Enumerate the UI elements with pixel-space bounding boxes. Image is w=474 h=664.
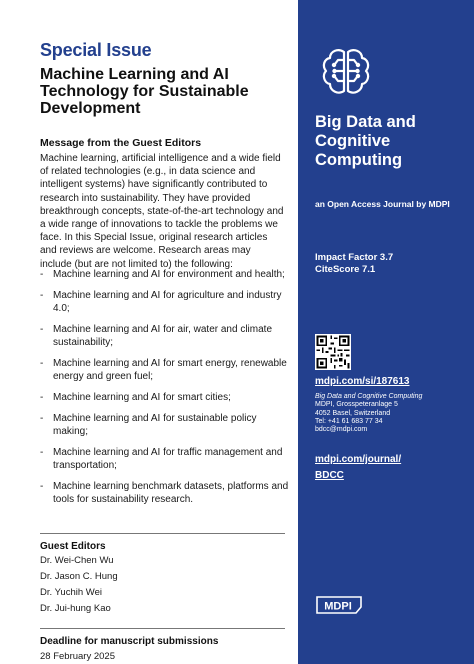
bullet-marker: -	[40, 269, 44, 280]
publisher-address	[315, 393, 465, 434]
citescore: CiteScore 7.1	[315, 264, 376, 275]
address-line: MDPI, Grosspeteranlage 5	[315, 401, 398, 409]
message-body: Machine learning, artificial intelligence and a wide field of related technologies (e.g., in data science and intelligent systems) have significantly contributed to research into sustainability. They have provided breakthrough concepts, state-of-the-art technology and a wide range of innovations to tackle the problems we face. In this Special Issue, original research articles and reviews are welcome. Research areas may include (but are not limited to) the following:	[40, 153, 284, 270]
message-heading: Message from the Guest Editors	[40, 137, 202, 149]
journal-title: Big Data and Cognitive Computing	[315, 113, 416, 169]
address-line: 4052 Basel, Switzerland	[315, 409, 391, 417]
open-access-note: an Open Access Journal by MDPI	[315, 199, 450, 209]
journal-metrics	[315, 252, 393, 276]
editor-name: Dr. Yuchih Wei	[40, 587, 102, 598]
issue-title: Machine Learning and AI Technology for Sustainable Development	[40, 66, 249, 117]
list-item	[40, 289, 290, 315]
deadline-heading: Deadline for manuscript submissions	[40, 636, 219, 647]
list-item	[40, 323, 290, 349]
editor-name: Dr. Wei-Chen Wu	[40, 555, 114, 566]
divider	[40, 533, 285, 534]
list-item-text: Machine learning and AI for sustainable policy making;	[53, 413, 257, 437]
editor-name: Dr. Jason C. Hung	[40, 571, 118, 582]
journal-code-link[interactable]: BDCC	[315, 470, 344, 481]
impact-factor: Impact Factor 3.7	[315, 252, 394, 263]
research-areas-list	[40, 268, 290, 514]
guest-editors-list	[40, 555, 118, 619]
logo-text: MDPI	[324, 600, 352, 613]
deadline-date: 28 February 2025	[40, 651, 115, 662]
bullet-marker: -	[40, 290, 44, 301]
address-line: bdcc@mdpi.com	[315, 426, 368, 434]
list-item-text: Machine learning and AI for environment and health;	[53, 269, 285, 280]
bullet-marker: -	[40, 447, 44, 458]
address-line: Tel: +41 61 683 77 34	[315, 417, 383, 425]
editor-name: Dr. Jui-hung Kao	[40, 603, 111, 614]
list-item	[40, 446, 290, 472]
special-issue-label: Special Issue	[40, 40, 152, 60]
list-item	[40, 412, 290, 438]
address-journal-name: Big Data and Cognitive Computing	[315, 393, 423, 400]
journal-link[interactable]: mdpi.com/journal/	[315, 454, 402, 465]
list-item	[40, 391, 290, 404]
bullet-marker: -	[40, 358, 44, 369]
list-item-text: Machine learning and AI for agriculture and industry 4.0;	[53, 290, 282, 314]
qr-code-icon[interactable]	[315, 334, 351, 370]
list-item-text: Machine learning and AI for smart energy, renewable energy and green fuel;	[53, 358, 287, 382]
bullet-marker: -	[40, 392, 44, 403]
guest-editors-heading: Guest Editors	[40, 541, 106, 552]
list-item-text: Machine learning and AI for traffic management and transportation;	[53, 447, 283, 471]
bullet-marker: -	[40, 324, 44, 335]
divider	[40, 628, 285, 629]
list-item	[40, 268, 290, 281]
list-item-text: Machine learning benchmark datasets, platforms and tools for sustainability research.	[53, 481, 289, 505]
list-item-text: Machine learning and AI for air, water and climate sustainability;	[53, 324, 273, 348]
brain-icon	[318, 44, 374, 100]
list-item	[40, 357, 290, 383]
bullet-marker: -	[40, 413, 44, 424]
list-item-text: Machine learning and AI for smart cities;	[53, 392, 231, 403]
special-issue-link[interactable]: mdpi.com/si/187613	[315, 376, 410, 387]
mdpi-logo-icon	[314, 594, 364, 616]
bullet-marker: -	[40, 481, 44, 492]
list-item	[40, 480, 290, 506]
